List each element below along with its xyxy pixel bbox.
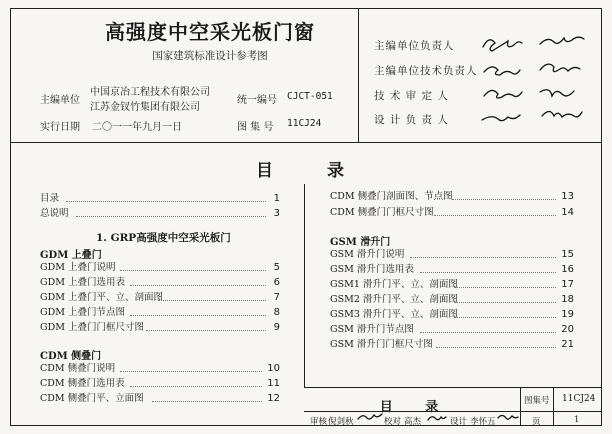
toc-entry[interactable] — [40, 276, 280, 290]
title-block-atlas-value: 11CJ24 — [562, 394, 596, 404]
title-block-name: 目 录 — [379, 400, 453, 415]
toc-entry[interactable] — [40, 377, 280, 391]
series-heading-gdm: GDM 上叠门 — [40, 250, 102, 261]
toc-entry-title: 目录 — [40, 193, 60, 204]
leader-dots — [436, 347, 556, 348]
toc-entry-page: 15 — [561, 249, 574, 260]
toc-entry-page: 6 — [273, 277, 280, 288]
toc-entry-title: GSM 滑升门门框尺寸图 — [330, 339, 433, 350]
toc-entry-title: GDM 上叠门平、立、剖面图 — [40, 292, 163, 303]
atlas-subtitle: 国家建筑标准设计参考图 — [152, 50, 268, 62]
series-heading-cdm: CDM 侧叠门 — [40, 351, 102, 362]
toc-entry-title: GDM 上叠门节点图 — [40, 307, 125, 318]
leader-dots — [146, 330, 266, 331]
handwritten-signatures — [478, 30, 598, 130]
signature-role-4: 设 计 负 责 人 — [374, 114, 449, 126]
toc-entry-page: 3 — [273, 208, 280, 219]
toc-entry-title: GSM1 滑升门平、立、剖面图 — [330, 279, 458, 290]
toc-entry[interactable] — [330, 248, 574, 262]
leader-dots — [454, 317, 556, 318]
signature-role-1: 主编单位负责人 — [374, 40, 455, 52]
leader-dots — [130, 315, 266, 316]
toc-entry-page: 13 — [561, 191, 574, 202]
toc-entry-page: 1 — [273, 193, 280, 204]
toc-entry-page: 21 — [561, 339, 574, 350]
leader-dots — [120, 371, 262, 372]
toc-entry-title: CDM 侧叠门平、立面图 — [40, 393, 144, 404]
title-block-divider — [520, 387, 521, 426]
toc-entry-title: CDM 侧叠门门框尺寸图 — [330, 207, 434, 218]
toc-entry-page: 7 — [273, 292, 280, 303]
date-value: 二〇一一年九月一日 — [92, 122, 182, 133]
toc-entry[interactable] — [40, 392, 280, 406]
checker-signature — [426, 412, 448, 424]
toc-entry[interactable] — [330, 190, 574, 204]
code-label: 统一编号 — [237, 95, 277, 106]
toc-entry-page: 5 — [273, 262, 280, 273]
org-line-1: 中国京冶工程技术有限公司 — [90, 87, 210, 98]
org-line-2: 江苏金钗竹集团有限公司 — [90, 102, 200, 113]
toc-entry-page: 17 — [561, 279, 574, 290]
toc-entry-title: GSM2 滑升门平、立、剖面图 — [330, 294, 458, 305]
leader-dots — [152, 401, 262, 402]
toc-entry[interactable] — [40, 261, 280, 275]
atlas-title: 高强度中空采光板门窗 — [105, 20, 315, 44]
check-label: 校对 — [384, 417, 402, 427]
review-label: 审核 — [310, 417, 328, 427]
toc-entry-title: GSM 滑升门说明 — [330, 249, 405, 260]
leader-dots — [410, 257, 556, 258]
toc-entry[interactable] — [330, 293, 574, 307]
leader-dots — [130, 386, 262, 387]
series-heading-gsm: GSM 滑升门 — [330, 237, 391, 248]
toc-entry[interactable] — [40, 321, 280, 335]
toc-entry[interactable] — [330, 338, 574, 352]
title-block-atlas-label: 图集号 — [524, 396, 550, 406]
toc-entry[interactable] — [330, 206, 574, 220]
toc-entry[interactable] — [330, 278, 574, 292]
title-block-top-rule — [304, 387, 602, 388]
designer-signature — [496, 412, 520, 424]
toc-entry-page: 12 — [267, 393, 280, 404]
toc-entry-title: GSM3 滑升门平、立、剖面图 — [330, 309, 458, 320]
code-value: CJCT-051 — [287, 91, 333, 102]
designer-name: 李怀五 — [470, 417, 496, 427]
design-label: 设计 — [450, 417, 468, 427]
toc-entry-title: GDM 上叠门说明 — [40, 262, 116, 273]
toc-entry-page: 9 — [273, 322, 280, 333]
section-heading-grp: 1. GRP高强度中空采光板门 — [96, 232, 231, 244]
atlas-number-label: 图 集 号 — [237, 122, 274, 133]
toc-entry-title: CDM 侧叠门剖面图、节点图 — [330, 191, 453, 202]
toc-entry[interactable] — [40, 192, 280, 206]
atlas-number-value: 11CJ24 — [287, 118, 322, 129]
checker-name: 高杰 — [404, 417, 422, 427]
toc-entry[interactable] — [40, 306, 280, 320]
leader-dots — [420, 332, 556, 333]
toc-entry-title: GDM 上叠门选用表 — [40, 277, 125, 288]
toc-column-divider — [304, 184, 305, 387]
toc-entry-page: 18 — [561, 294, 574, 305]
signature-role-2: 主编单位技术负责人 — [374, 65, 478, 77]
toc-entry[interactable] — [40, 362, 280, 376]
toc-entry-page: 20 — [561, 324, 574, 335]
toc-entry[interactable] — [40, 207, 280, 221]
toc-entry-page: 11 — [267, 378, 280, 389]
reviewer-signature — [356, 412, 384, 424]
org-label: 主编单位 — [40, 95, 80, 106]
leader-dots — [420, 272, 556, 273]
date-label: 实行日期 — [40, 122, 80, 133]
leader-dots — [158, 300, 266, 301]
leader-dots — [452, 199, 556, 200]
page-label: 页 — [532, 417, 541, 427]
title-block-divider — [553, 387, 554, 426]
header-bottom-rule — [10, 142, 602, 143]
toc-entry[interactable] — [330, 263, 574, 277]
leader-dots — [434, 215, 556, 216]
leader-dots — [454, 302, 556, 303]
toc-entry-page: 10 — [267, 363, 280, 374]
leader-dots — [130, 285, 266, 286]
toc-entry[interactable] — [330, 308, 574, 322]
signature-role-3: 技 术 审 定 人 — [374, 90, 449, 102]
reviewer-name: 倪剑秋 — [328, 417, 354, 427]
toc-entry-page: 8 — [273, 307, 280, 318]
toc-entry-title: 总说明 — [40, 208, 69, 219]
toc-entry-title: CDM 侧叠门说明 — [40, 363, 116, 374]
page-number: 1 — [574, 415, 580, 425]
leader-dots — [120, 270, 266, 271]
toc-entry[interactable] — [40, 291, 280, 305]
header-divider — [358, 8, 359, 142]
leader-dots — [66, 201, 266, 202]
leader-dots — [454, 287, 556, 288]
toc-entry-page: 16 — [561, 264, 574, 275]
leader-dots — [76, 216, 266, 217]
toc-entry-title: GSM 滑升门选用表 — [330, 264, 414, 275]
toc-entry-title: GDM 上叠门门框尺寸图 — [40, 322, 144, 333]
toc-heading: 目 录 — [256, 161, 368, 181]
toc-entry-page: 14 — [561, 207, 574, 218]
toc-entry-title: CDM 侧叠门选用表 — [40, 378, 125, 389]
toc-entry[interactable] — [330, 323, 574, 337]
toc-entry-page: 19 — [561, 309, 574, 320]
toc-entry-title: GSM 滑升门节点图 — [330, 324, 414, 335]
